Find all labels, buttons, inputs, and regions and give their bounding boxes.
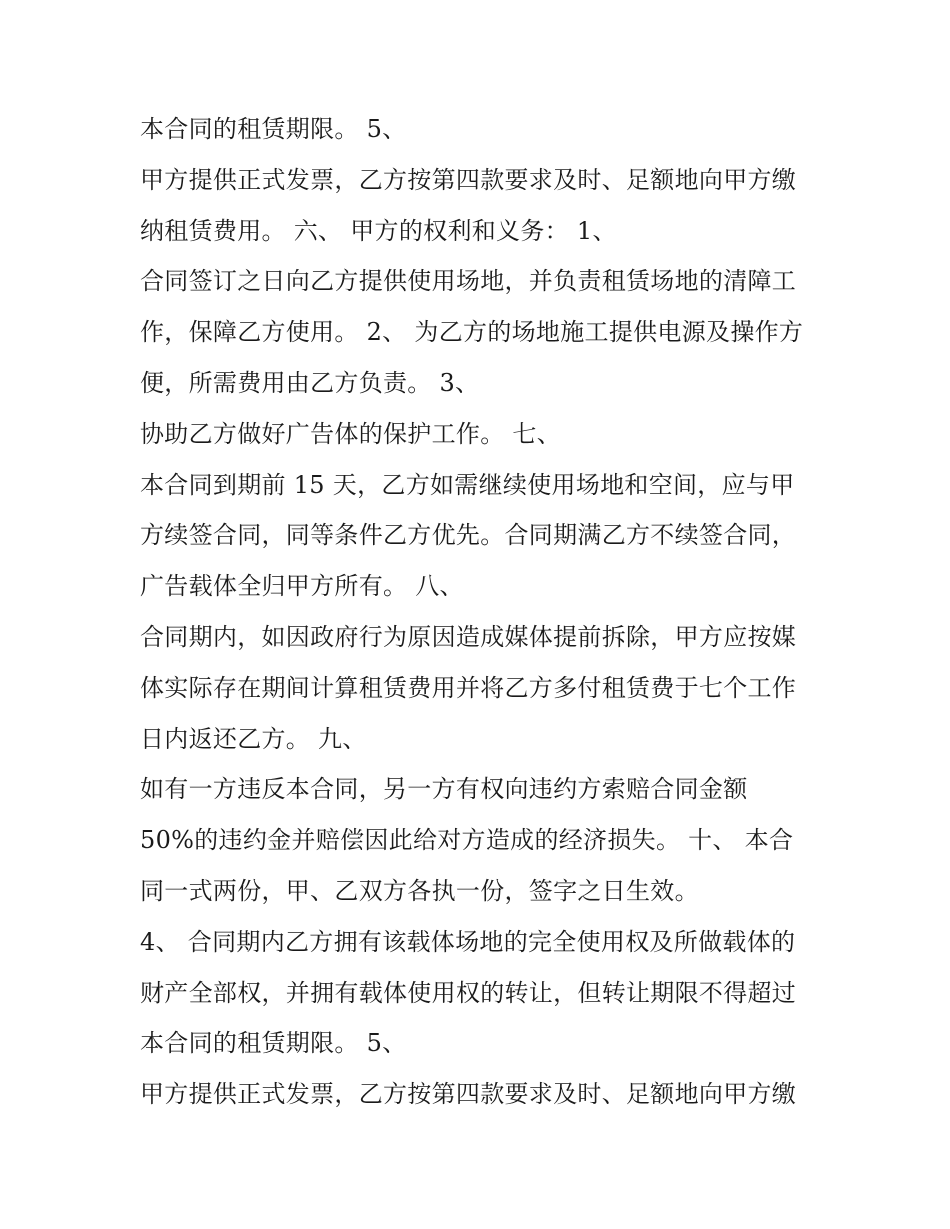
- text-line: 协助乙方做好广告体的保护工作。 七、: [140, 419, 562, 448]
- text-line: 合同签订之日向乙方提供使用场地，并负责租赁场地的清障工: [140, 267, 797, 296]
- text-line: 方续签合同，同等条件乙方优先。合同期满乙方不续签合同，: [140, 521, 797, 550]
- text-line: 作，保障乙方使用。 2、 为乙方的场地施工提供电源及操作方: [140, 318, 804, 347]
- text-line: 便，所需费用由乙方负责。 3、: [140, 368, 480, 397]
- document-body: [140, 104, 820, 1120]
- text-line: 本合同的租赁期限。 5、: [140, 1029, 407, 1058]
- text-line: 体实际存在期间计算租赁费用并将乙方多付租赁费于七个工作: [140, 673, 797, 702]
- text-line: 本合同的租赁期限。 5、: [140, 115, 407, 143]
- text-line: 如有一方违反本合同，另一方有权向违约方索赔合同金额: [140, 775, 748, 804]
- text-line: 合同期内，如因政府行为原因造成媒体提前拆除，甲方应按媒: [140, 622, 797, 651]
- text-line: 广告载体全归甲方所有。 八、: [140, 572, 464, 601]
- text-line: 纳租赁费用。 六、 甲方的权利和义务： 1、: [140, 216, 617, 245]
- text-line: 日内返还乙方。 九、: [140, 724, 367, 753]
- text-line: 甲方提供正式发票，乙方按第四款要求及时、足额地向甲方缴: [140, 1080, 797, 1109]
- text-line: 本合同到期前 15 天，乙方如需继续使用场地和空间，应与甲: [140, 470, 795, 499]
- text-line: 财产全部权，并拥有载体使用权的转让，但转让期限不得超过: [140, 978, 797, 1007]
- text-line: 同一式两份，甲、乙双方各执一份，签字之日生效。: [140, 876, 699, 905]
- text-line: 4、 合同期内乙方拥有该载体场地的完全使用权及所做载体的: [140, 927, 796, 956]
- text-line: 甲方提供正式发票，乙方按第四款要求及时、足额地向甲方缴: [140, 165, 797, 194]
- text-line: 50%的违约金并赔偿因此给对方造成的经济损失。 十、 本合: [140, 826, 794, 855]
